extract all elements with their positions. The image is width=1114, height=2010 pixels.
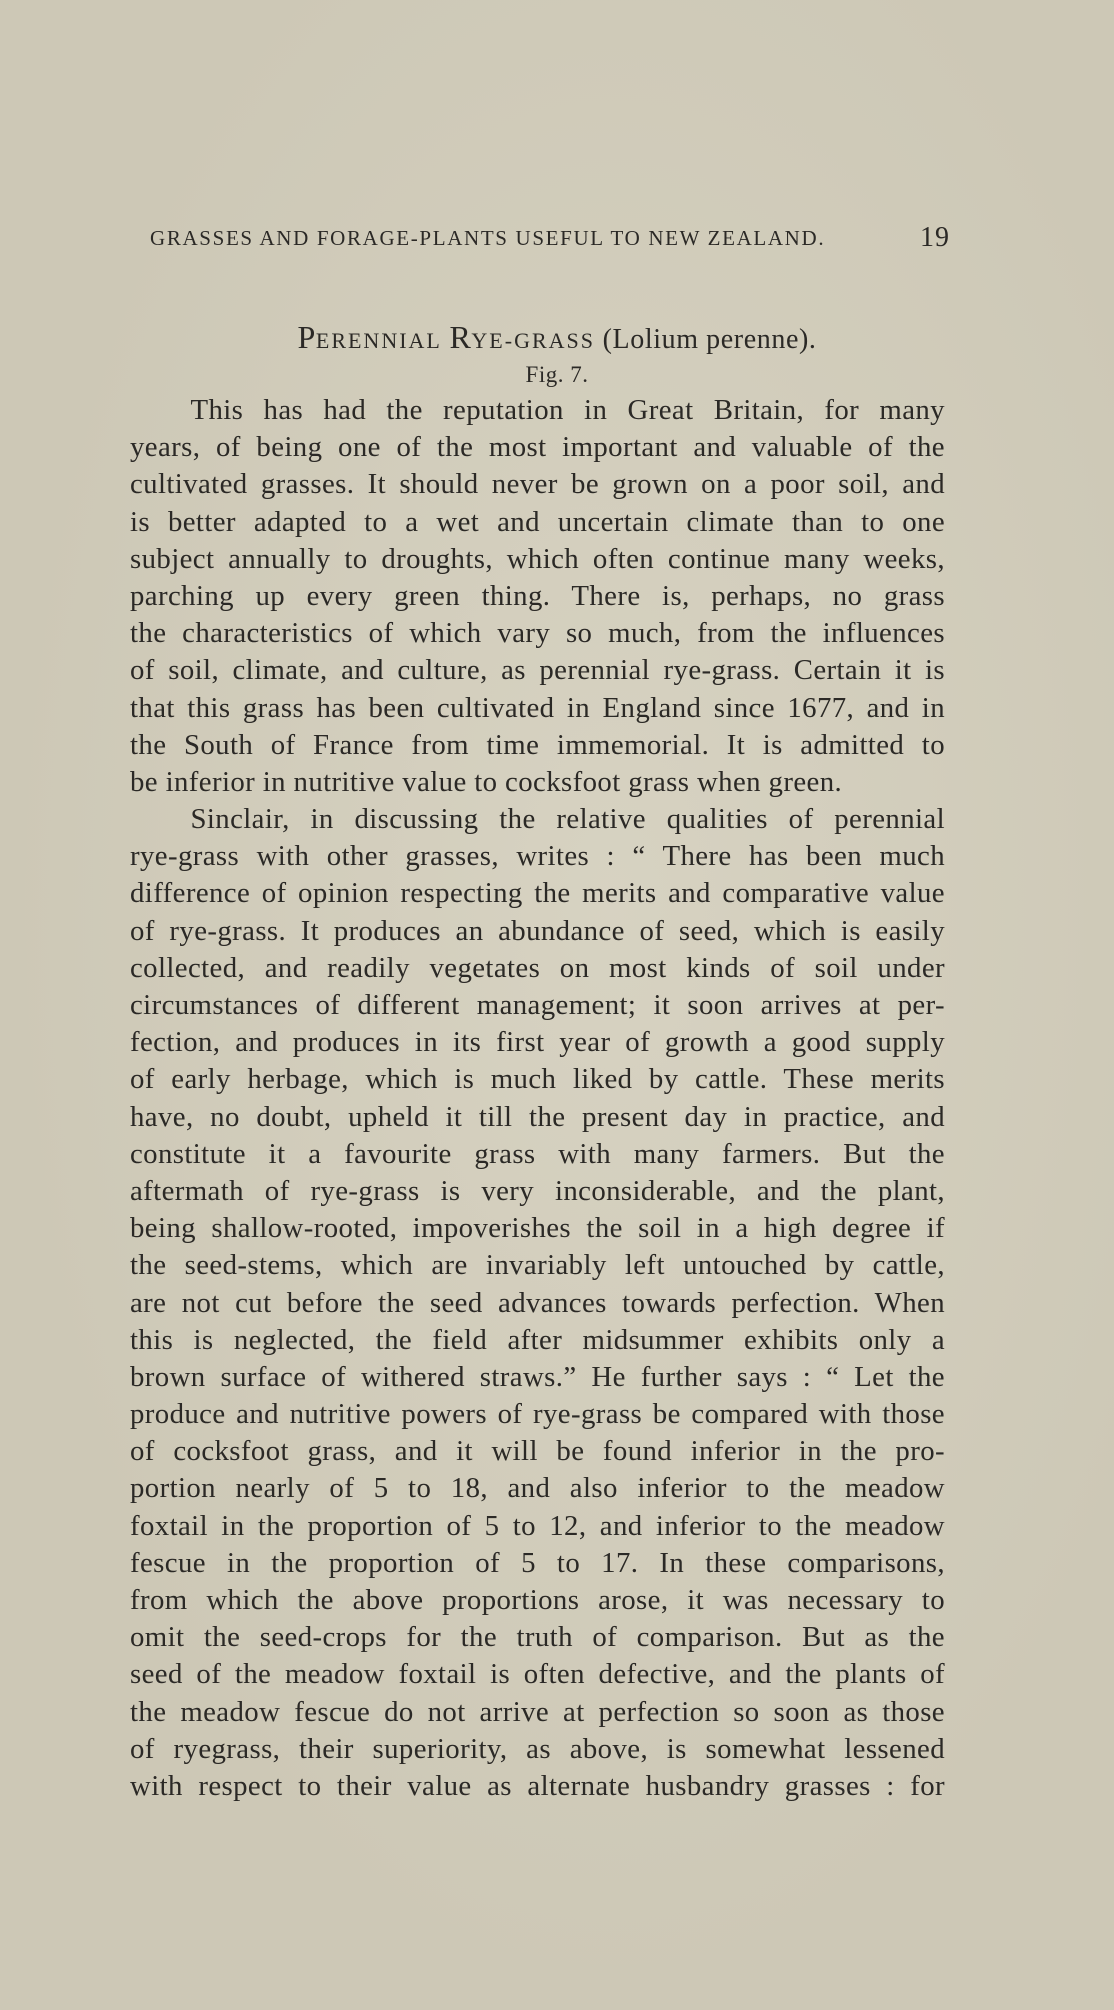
body-line: the characteristics of which vary so much, from the influences bbox=[130, 617, 945, 650]
page-number: 19 bbox=[920, 222, 950, 253]
body-line: rye-grass with other grasses, writes : “ There has been much bbox=[130, 840, 945, 873]
body-line: being shallow-rooted, impoverishes the soil in a high degree if bbox=[130, 1212, 945, 1245]
body-text bbox=[130, 392, 945, 1805]
section-title bbox=[0, 319, 1114, 356]
body-line: of ryegrass, their superiority, as above, is somewhat lessened bbox=[130, 1732, 945, 1765]
body-line: are not cut before the seed advances towards perfection. When bbox=[130, 1286, 945, 1319]
body-line: is better adapted to a wet and uncertain climate than to one bbox=[130, 505, 945, 538]
body-line: brown surface of withered straws.” He further says : “ Let the bbox=[130, 1360, 945, 1393]
body-line: years, of being one of the most important and valuable of the bbox=[130, 431, 945, 464]
body-line: the South of France from time immemorial. It is admitted to bbox=[130, 728, 945, 761]
body-line: aftermath of rye-grass is very inconsiderable, and the plant, bbox=[130, 1174, 945, 1207]
body-line: be inferior in nutritive value to cocksfoot grass when green. bbox=[130, 765, 843, 798]
body-line: of cocksfoot grass, and it will be found inferior in the pro- bbox=[130, 1435, 945, 1468]
section-title-initial-r: R bbox=[449, 319, 472, 355]
section-title-rye-grass-caps: YE-GRASS bbox=[471, 328, 595, 353]
body-line: portion nearly of 5 to 18, and also inferior to the meadow bbox=[130, 1472, 945, 1505]
section-title-perennial-caps: ERENNIAL bbox=[315, 328, 442, 353]
body-line: from which the above proportions arose, it was necessary to bbox=[130, 1584, 945, 1616]
body-line: fescue in the proportion of 5 to 17. In these comparisons, bbox=[130, 1546, 945, 1579]
body-line: This has had the reputation in Great Britain, for many bbox=[190, 394, 945, 426]
body-line: produce and nutritive powers of rye-grass be compared with those bbox=[130, 1398, 945, 1431]
section-title-initial-p: P bbox=[297, 319, 316, 355]
body-line: the seed-stems, which are invariably left untouched by cattle, bbox=[130, 1249, 945, 1282]
body-line: constitute it a favourite grass with many farmers. But the bbox=[130, 1137, 945, 1170]
body-line: of rye-grass. It produces an abundance of seed, which is easily bbox=[130, 914, 945, 947]
body-line: of early herbage, which is much liked by cattle. These merits bbox=[130, 1063, 945, 1096]
body-line: with respect to their value as alternate husbandry grasses : for bbox=[130, 1769, 945, 1802]
body-line: the meadow fescue do not arrive at perfection so soon as those bbox=[130, 1695, 945, 1728]
body-line: parching up every green thing. There is, perhaps, no grass bbox=[130, 579, 945, 612]
body-line: that this grass has been cultivated in England since 1677, and in bbox=[130, 691, 945, 724]
section-title-latin-name: (Lolium perenne). bbox=[602, 324, 817, 355]
body-line: cultivated grasses. It should never be grown on a poor soil, and bbox=[130, 468, 945, 501]
body-line: seed of the meadow foxtail is often defective, and the plants of bbox=[130, 1658, 945, 1691]
body-line: this is neglected, the field after midsummer exhibits only a bbox=[130, 1323, 945, 1356]
body-line: foxtail in the proportion of 5 to 12, and inferior to the meadow bbox=[130, 1509, 945, 1542]
running-head-title: GRASSES AND FORAGE-PLANTS USEFUL TO NEW ZEALAND. bbox=[150, 226, 826, 250]
body-line: subject annually to droughts, which often continue many weeks, bbox=[130, 542, 945, 575]
body-line: omit the seed-crops for the truth of comparison. But as the bbox=[130, 1621, 945, 1654]
body-line: circumstances of different management; it soon arrives at per- bbox=[130, 989, 945, 1021]
running-head bbox=[150, 222, 950, 262]
body-line: of soil, climate, and culture, as perennial rye-grass. Certain it is bbox=[130, 654, 945, 687]
body-line: collected, and readily vegetates on most kinds of soil under bbox=[130, 951, 945, 984]
body-line: have, no doubt, upheld it till the present day in practice, and bbox=[130, 1100, 945, 1133]
body-line: fection, and produces in its first year of growth a good supply bbox=[130, 1026, 945, 1059]
figure-label: Fig. 7. bbox=[525, 362, 589, 387]
body-line: Sinclair, in discussing the relative qualities of perennial bbox=[190, 803, 945, 836]
body-line: difference of opinion respecting the merits and comparative value bbox=[130, 877, 945, 910]
